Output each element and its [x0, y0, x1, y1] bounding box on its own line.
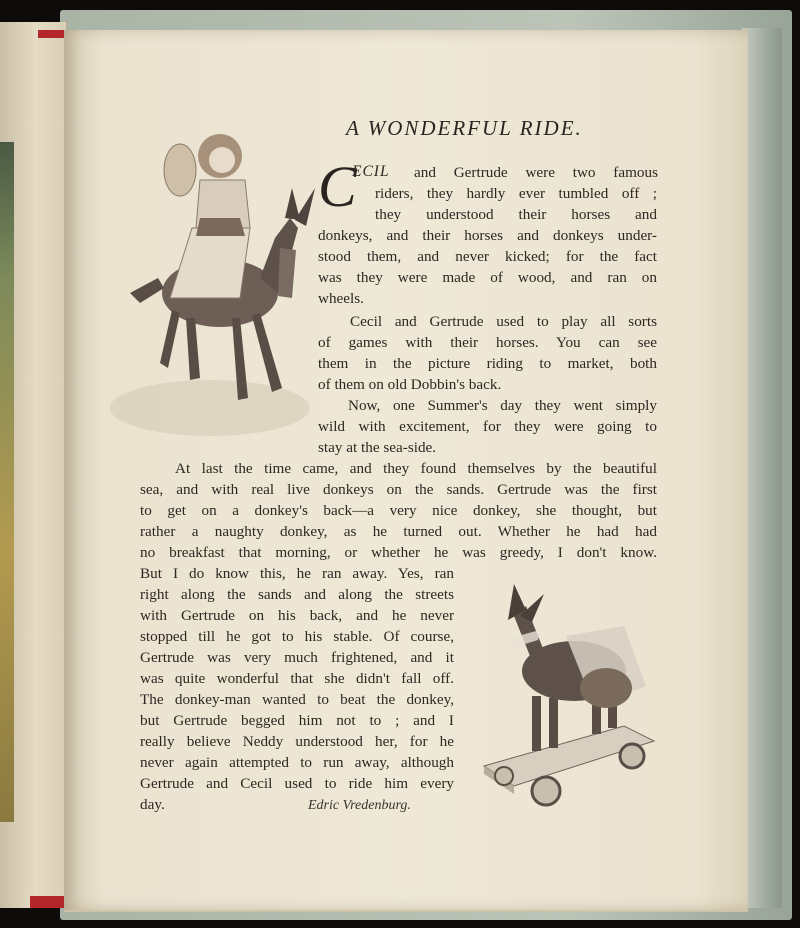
left-page-illustration-edge: [0, 142, 14, 822]
text-line: never again attempted to run away, although: [140, 754, 454, 771]
text-line: Now, one Summer's day they went simply: [348, 397, 657, 414]
text-line: no breakfast that morning, or whether he was greedy, I don't know.: [140, 544, 657, 561]
text-line: them in the picture riding to market, both: [318, 355, 657, 372]
text-line: stopped till he got to his stable. Of course,: [140, 628, 454, 645]
text-line: they understood their horses and: [375, 206, 657, 223]
text-line: wild with excitement, for they were going to: [318, 418, 657, 435]
text-line: Gertrude was very much frightened, and it: [140, 649, 454, 666]
girl-on-donkey-illustration: [100, 118, 330, 448]
text-line: was quite wonderful that she didn't fall off.: [140, 670, 454, 687]
text-line: donkeys, and their horses and donkeys under-: [318, 227, 657, 244]
text-line: rather a naughty donkey, as he turned out. Whether he had had: [140, 523, 657, 540]
text-line: day.: [140, 796, 165, 813]
text-line: stood them, and never kicked; for the fact: [318, 248, 657, 265]
text-line: At last the time came, and they found themselves by the beautiful: [175, 460, 657, 477]
first-word: ECIL: [352, 163, 390, 180]
cover-edge: [742, 28, 782, 908]
toy-donkey-illustration: [474, 576, 674, 816]
author-signature: Edric Vredenburg.: [308, 798, 411, 813]
text-line: Gertrude and Cecil used to ride him every: [140, 775, 454, 792]
text-line: and Gertrude were two famous: [414, 164, 658, 181]
text-line: Cecil and Gertrude used to play all sorts: [350, 313, 657, 330]
text-line: was they were made of wood, and ran on: [318, 269, 657, 286]
text-line: wheels.: [318, 290, 364, 307]
text-line: with Gertrude on his back, and he never: [140, 607, 454, 624]
text-line: of games with their horses. You can see: [318, 334, 657, 351]
text-line: stay at the sea-side.: [318, 439, 437, 456]
text-line: but Gertrude begged him not to ; and I: [140, 712, 454, 729]
text-line: to get on a donkey's back—a very nice donkey, she thought, but: [140, 502, 657, 519]
text-line: riders, they hardly ever tumbled off ;: [375, 185, 657, 202]
text-line: sea, and with real live donkeys on the sands. Gertrude was the first: [140, 481, 657, 498]
text-line: right along the sands and along the streets: [140, 586, 454, 603]
text-line: The donkey-man wanted to beat the donkey,: [140, 691, 454, 708]
text-line: really believe Neddy understood her, for he: [140, 733, 454, 750]
left-page: [0, 22, 67, 908]
story-title: A WONDERFUL RIDE.: [346, 116, 583, 140]
text-line: of them on old Dobbin's back.: [318, 376, 502, 393]
text-line: But I do know this, he ran away. Yes, ran: [140, 565, 454, 582]
drop-cap: C: [318, 154, 357, 219]
